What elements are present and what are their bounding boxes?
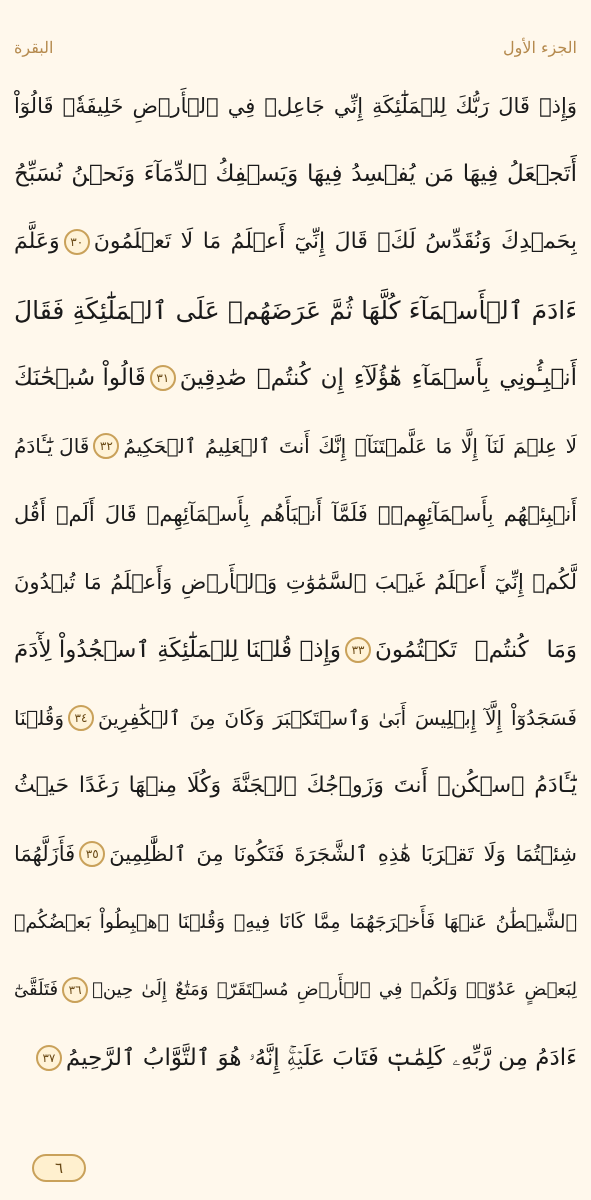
verses-block [14, 72, 577, 1092]
text-line [14, 480, 577, 548]
line-text: لِبَعۡضٍ عَدُوّٞۖ وَلَكُمۡ فِي ٱلۡأَرۡضِ مُسۡتَقَرّٞ وَمَتَٰعٌ إِلَىٰ حِينٖ [92, 979, 577, 1000]
line-text: شِئۡتُمَا وَلَا تَقۡرَبَا هَٰذِهِ ٱلشَّجَرَةَ فَتَكُونَا مِنَ ٱلظَّٰلِمِينَ [109, 841, 577, 866]
text-line [14, 140, 577, 208]
line-text: أَنۢبِئۡهُم بِأَسۡمَآئِهِمۡۖ فَلَمَّآ أَنۢبَأَهُم بِأَسۡمَآئِهِمۡ قَالَ أَلَمۡ أَقُل [14, 501, 577, 526]
text-line [14, 1024, 577, 1092]
surah-name: البقرة [14, 37, 54, 57]
verse-end-marker: ٣٣ [345, 637, 371, 663]
line-text: أَتَجۡعَلُ فِيهَا مَن يُفۡسِدُ فِيهَا وَيَسۡفِكُ ٱلدِّمَآءَ وَنَحۡنُ نُسَبِّحُ [14, 160, 577, 187]
line-text-after: قَالُواْ سُبۡحَٰنَكَ [14, 364, 146, 391]
line-text: فَسَجَدُوٓاْ إِلَّآ إِبۡلِيسَ أَبَىٰ وَٱسۡتَكۡبَرَ وَكَانَ مِنَ ٱلۡكَٰفِرِينَ [97, 706, 577, 730]
line-text: أَنۢبِـُٔونِي بِأَسۡمَآءِ هَٰٓؤُلَآءِ إِن كُنتُمۡ صَٰدِقِينَ [179, 364, 577, 391]
line-text-after: وَقُلۡنَا [14, 706, 64, 730]
text-line [14, 752, 577, 820]
page-number: ٦ [54, 1159, 64, 1177]
line-text: ءَادَمَ ٱلۡأَسۡمَآءَ كُلَّهَا ثُمَّ عَرَضَهُمۡ عَلَى ٱلۡمَلَٰٓئِكَةِ فَقَالَ [14, 295, 577, 325]
verse-end-marker: ٣١ [150, 365, 176, 391]
text-line [14, 208, 577, 276]
verse-end-marker: ٣٥ [79, 841, 105, 867]
text-line [14, 412, 577, 480]
text-line [14, 820, 577, 888]
line-text-after: قَالَ يَٰٓـَٔادَمُ [14, 434, 90, 458]
line-text: ٱلشَّيۡطَٰنُ عَنۡهَا فَأَخۡرَجَهُمَا مِمَّا كَانَا فِيهِۖ وَقُلۡنَا ٱهۡبِطُواْ بَعۡضُكُمۡ [14, 910, 577, 933]
line-text: وَمَا كُنتُمۡ تَكۡتُمُونَ [375, 636, 577, 663]
text-line [14, 72, 577, 140]
verse-end-marker: ٣٤ [68, 705, 94, 731]
text-line [14, 344, 577, 412]
line-text: لَا عِلۡمَ لَنَآ إِلَّا مَا عَلَّمۡتَنَآۖ إِنَّكَ أَنتَ ٱلۡعَلِيمُ ٱلۡحَكِيمُ [123, 434, 577, 458]
juz-name: الجزء الأول [502, 37, 577, 57]
text-line [14, 548, 577, 616]
text-line [14, 888, 577, 956]
page-number-badge [32, 1154, 86, 1182]
line-text: بِحَمۡدِكَ وَنُقَدِّسُ لَكَۖ قَالَ إِنِّيٓ أَعۡلَمُ مَا لَا تَعۡلَمُونَ [93, 229, 577, 254]
line-text-after: فَتَلَقَّىٰٓ [14, 979, 59, 1000]
line-text: ءَادَمُ مِن رَّبِّهِۦ كَلِمَٰتٖ فَتَابَ عَلَيۡهِۚ إِنَّهُۥ هُوَ ٱلتَّوَّابُ ٱلرَّحِيمُ [65, 1044, 577, 1071]
verse-end-marker: ٣٧ [36, 1045, 62, 1071]
line-text: لَّكُمۡ إِنِّيٓ أَعۡلَمُ غَيۡبَ ٱلسَّمَٰوَٰتِ وَٱلۡأَرۡضِ وَأَعۡلَمُ مَا تُبۡدُونَ [14, 569, 577, 594]
text-line [14, 616, 577, 684]
text-line [14, 276, 577, 344]
line-text-after: فَأَزَلَّهُمَا [14, 841, 76, 866]
text-line [14, 684, 577, 752]
line-text: يَٰٓـَٔادَمُ ٱسۡكُنۡ أَنتَ وَزَوۡجُكَ ٱلۡجَنَّةَ وَكُلَا مِنۡهَا رَغَدًا حَيۡثُ [14, 773, 577, 798]
text-line [14, 956, 577, 1024]
verse-end-marker: ٣٦ [62, 977, 88, 1003]
line-text: وَإِذۡ قَالَ رَبُّكَ لِلۡمَلَٰٓئِكَةِ إِنِّي جَاعِلٞ فِي ٱلۡأَرۡضِ خَلِيفَةٗۖ قَالُوٓاْ [14, 93, 577, 118]
verse-end-marker: ٣٢ [93, 433, 119, 459]
line-text-after: وَعَلَّمَ [14, 229, 60, 254]
page-header [14, 34, 577, 60]
verse-end-marker: ٣٠ [64, 229, 90, 255]
line-text-after: وَإِذۡ قُلۡنَا لِلۡمَلَٰٓئِكَةِ ٱسۡجُدُواْ لِأٓدَمَ [14, 636, 342, 663]
